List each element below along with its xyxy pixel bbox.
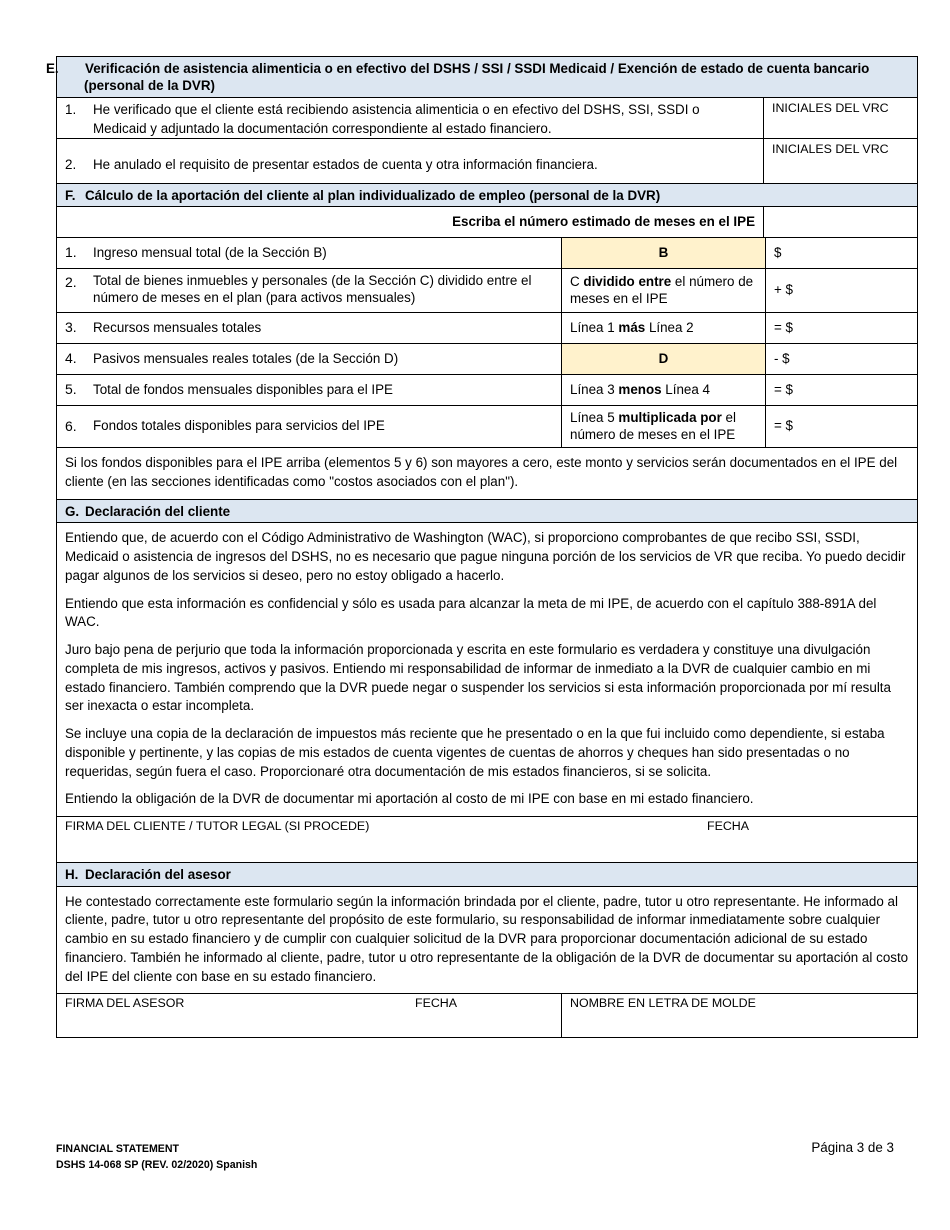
section-h-header: [57, 862, 917, 885]
vrc-initials-field-1[interactable]: [763, 98, 917, 138]
section-f-note-text: Si los fondos disponibles para el IPE arriba (elementos 5 y 6) son mayores a cero, este monto y servicios serán documentados en el IPE del cliente (en las secciones identificadas como "costos asociados con el plan").: [65, 455, 898, 490]
section-g-letter: G.: [65, 503, 80, 519]
client-signature-label: FIRMA DEL CLIENTE / TUTOR LEGAL (SI PROCEDE): [65, 819, 370, 834]
calc-text: Línea 5: [570, 410, 619, 426]
f-line-calc: [561, 269, 765, 312]
f-line-amount-field[interactable]: [765, 269, 917, 312]
f-line-6: [57, 405, 917, 447]
section-g-title: Declaración del cliente: [85, 503, 231, 519]
f-line-text: Fondos totales disponibles para servicios del IPE: [93, 418, 385, 434]
counselor-signature-row: [57, 993, 917, 1037]
print-name-field[interactable]: [561, 994, 917, 1037]
f-line-number: 2.: [65, 274, 77, 291]
client-declaration-paragraph: Se incluye una copia de la declaración de impuestos más reciente que he presentado o en la que fui incluido como dependiente, si estaba disponible y pertinente, y las copias de mis estados de cuenta vigentes de cuentas de ahorros y cheques han sido presentadas o no requeridas, según fuera el caso. Proporcionaré otra documentación de mis estados financieros, si se solicita.: [65, 726, 885, 779]
f-line-amount-field[interactable]: [765, 344, 917, 374]
section-e-letter: E.: [46, 61, 59, 76]
f-line-1: [57, 237, 917, 268]
f-line-number: 4.: [65, 350, 77, 367]
section-h-body: [57, 886, 917, 994]
counselor-declaration-paragraph: He contestado correctamente este formulario según la información brindada por el cliente, padre, tutor u otro representante. He informado al cliente, padre, tutor u otro representante del propósito de este formulario, su responsabilidad de informar inmediatamente sobre cualquier cambio en su estado financiero y de cumplir con cualquier solicitud de la DVR para proporcionar documentación adicional de su estado financiero. También he informado al cliente, padre, tutor u otro representante de la obligación de la DVR de documentar su aportación al costo del IPE del cliente con base en su estado financiero.: [65, 893, 909, 984]
f-line-number: 1.: [65, 244, 77, 261]
client-declaration-paragraph: Entiendo que esta información es confidencial y sólo es usada para alcanzar la meta de mi IPE, de acuerdo con el capítulo 388-891A del WAC.: [65, 595, 877, 630]
amount-prefix: - $: [774, 350, 790, 366]
f-line-text: Ingreso mensual total (de la Sección B): [93, 244, 327, 260]
amount-prefix: = $: [774, 319, 793, 335]
page-number: Página 3 de 3: [811, 1140, 894, 1155]
calc-operator: más: [618, 319, 646, 335]
ipe-months-row: [57, 206, 917, 237]
f-line-2: [57, 268, 917, 312]
f-line-number: 5.: [65, 381, 77, 398]
counselor-date-label: FECHA: [415, 996, 457, 1011]
form-id: DSHS 14-068 SP (REV. 02/2020) Spanish: [56, 1158, 258, 1171]
f-line-number: 3.: [65, 319, 77, 336]
f-line-5: [57, 374, 917, 405]
f-line-number: 6.: [65, 417, 77, 434]
f-line-text: Recursos mensuales totales: [93, 319, 262, 335]
f-line-4: [57, 343, 917, 374]
vrc-initials-field-2[interactable]: [763, 139, 917, 183]
e-item-text: He verificado que el cliente está recibiendo asistencia alimenticia o en efectivo del DSHS, SSI, SSDI o Medicaid y adjuntado la documentación correspondiente al estado financiero.: [93, 101, 700, 136]
client-declaration-paragraph: Entiendo que, de acuerdo con el Código Administrativo de Washington (WAC), si proporciono comprobantes de que recibo SSI, SSDI, Medicaid o asistencia de ingresos del DSHS, no es necesario que pague ninguna porción de los servicios de VR que reciba. Yo puedo decidir pagar algunos de los servicios si deseo, pero no estoy obligado a hacerlo.: [65, 530, 906, 583]
calc-text: C: [570, 274, 584, 290]
vrc-initials-label: INICIALES DEL VRC: [772, 141, 889, 156]
calc-operator: multiplicada por: [618, 410, 722, 426]
counselor-date-field[interactable]: [403, 994, 561, 1037]
e-item-number: 1.: [65, 101, 77, 117]
financial-statement-form: [46, 56, 918, 1038]
amount-prefix: = $: [774, 418, 793, 434]
section-e-item-2: [57, 138, 917, 183]
print-name-label: NOMBRE EN LETRA DE MOLDE: [570, 996, 756, 1011]
calc-text: el número de meses en el IPE: [570, 274, 754, 306]
client-declaration-paragraph: Entiendo la obligación de la DVR de documentar mi aportación al costo de mi IPE con base en mi estado financiero.: [65, 791, 754, 807]
section-h-title: Declaración del asesor: [85, 867, 231, 883]
counselor-signature-label: FIRMA DEL ASESOR: [65, 996, 185, 1011]
f-line-text: Total de bienes inmuebles y personales (de la Sección C) dividido entre el número de meses en el plan (para activos mensuales): [93, 273, 532, 306]
f-line-text: Pasivos mensuales reales totales (de la Sección D): [93, 350, 399, 366]
calc-text: Línea 2: [645, 319, 694, 335]
form-footer: [56, 1142, 257, 1174]
f-line-amount-field[interactable]: [765, 406, 917, 447]
calc-text: el número de meses en el IPE: [570, 410, 736, 442]
e-item-text: He anulado el requisito de presentar estados de cuenta y otra información financiera.: [93, 157, 598, 173]
section-f-letter: F.: [65, 187, 76, 203]
f-line-calc: [561, 375, 765, 405]
section-g-header: [57, 499, 917, 522]
section-e-item-1: [57, 97, 917, 138]
ipe-months-input[interactable]: [763, 207, 917, 237]
calc-operator: menos: [618, 381, 662, 397]
amount-prefix: = $: [774, 381, 793, 397]
f-line-amount-field[interactable]: [765, 238, 917, 268]
counselor-signature-field[interactable]: [57, 994, 403, 1037]
calc-text: B: [658, 244, 669, 260]
calc-text: Línea 3: [570, 381, 619, 397]
calc-text: Línea 4: [661, 381, 710, 397]
calc-operator: dividido entre: [583, 274, 672, 290]
f-line-calc: [561, 238, 765, 268]
f-line-amount-field[interactable]: [765, 375, 917, 405]
form-title: FINANCIAL STATEMENT: [56, 1143, 179, 1155]
f-line-text: Total de fondos mensuales disponibles para el IPE: [93, 381, 393, 397]
client-declaration-paragraph: Juro bajo pena de perjurio que toda la información proporcionada y escrita en este formulario es verdadera y constituye una divulgación completa de mis ingresos, activos y pasivos. Entiendo mi responsabilidad de informar de inmediato a la DVR de cualquier cambio en mi estado financiero. También comprendo que la DVR puede negar o suspender los servicios si esta información proporcionada por mí resulta ser inexacta o estar incompleta.: [65, 642, 891, 714]
f-line-calc: [561, 344, 765, 374]
vrc-initials-label: INICIALES DEL VRC: [772, 100, 889, 115]
client-signature-row: [57, 816, 917, 862]
e-item-number: 2.: [65, 157, 77, 173]
amount-prefix: + $: [774, 282, 793, 298]
section-h-letter: H.: [65, 867, 79, 883]
calc-text: D: [658, 350, 669, 366]
section-e-header: [46, 57, 917, 97]
section-f-header: [57, 183, 917, 206]
f-line-amount-field[interactable]: [765, 313, 917, 343]
calc-text: Línea 1: [570, 319, 619, 335]
f-line-3: [57, 312, 917, 343]
section-f-title: Cálculo de la aportación del cliente al plan individualizado de empleo (personal de la DVR): [85, 187, 661, 203]
section-e-title: Verificación de asistencia alimenticia o en efectivo del DSHS / SSI / SSDI Medicaid / Exención de estado de cuenta bancario (personal de la DVR): [84, 61, 870, 94]
f-line-calc: [561, 313, 765, 343]
section-f-note: [57, 447, 917, 499]
amount-prefix: $: [774, 244, 782, 260]
f-line-calc: [561, 406, 765, 447]
ipe-months-label: Escriba el número estimado de meses en el IPE: [452, 214, 755, 230]
client-date-field[interactable]: [697, 817, 917, 862]
client-signature-field[interactable]: [57, 817, 697, 862]
section-g-body: [57, 522, 917, 816]
client-date-label: FECHA: [707, 819, 749, 834]
